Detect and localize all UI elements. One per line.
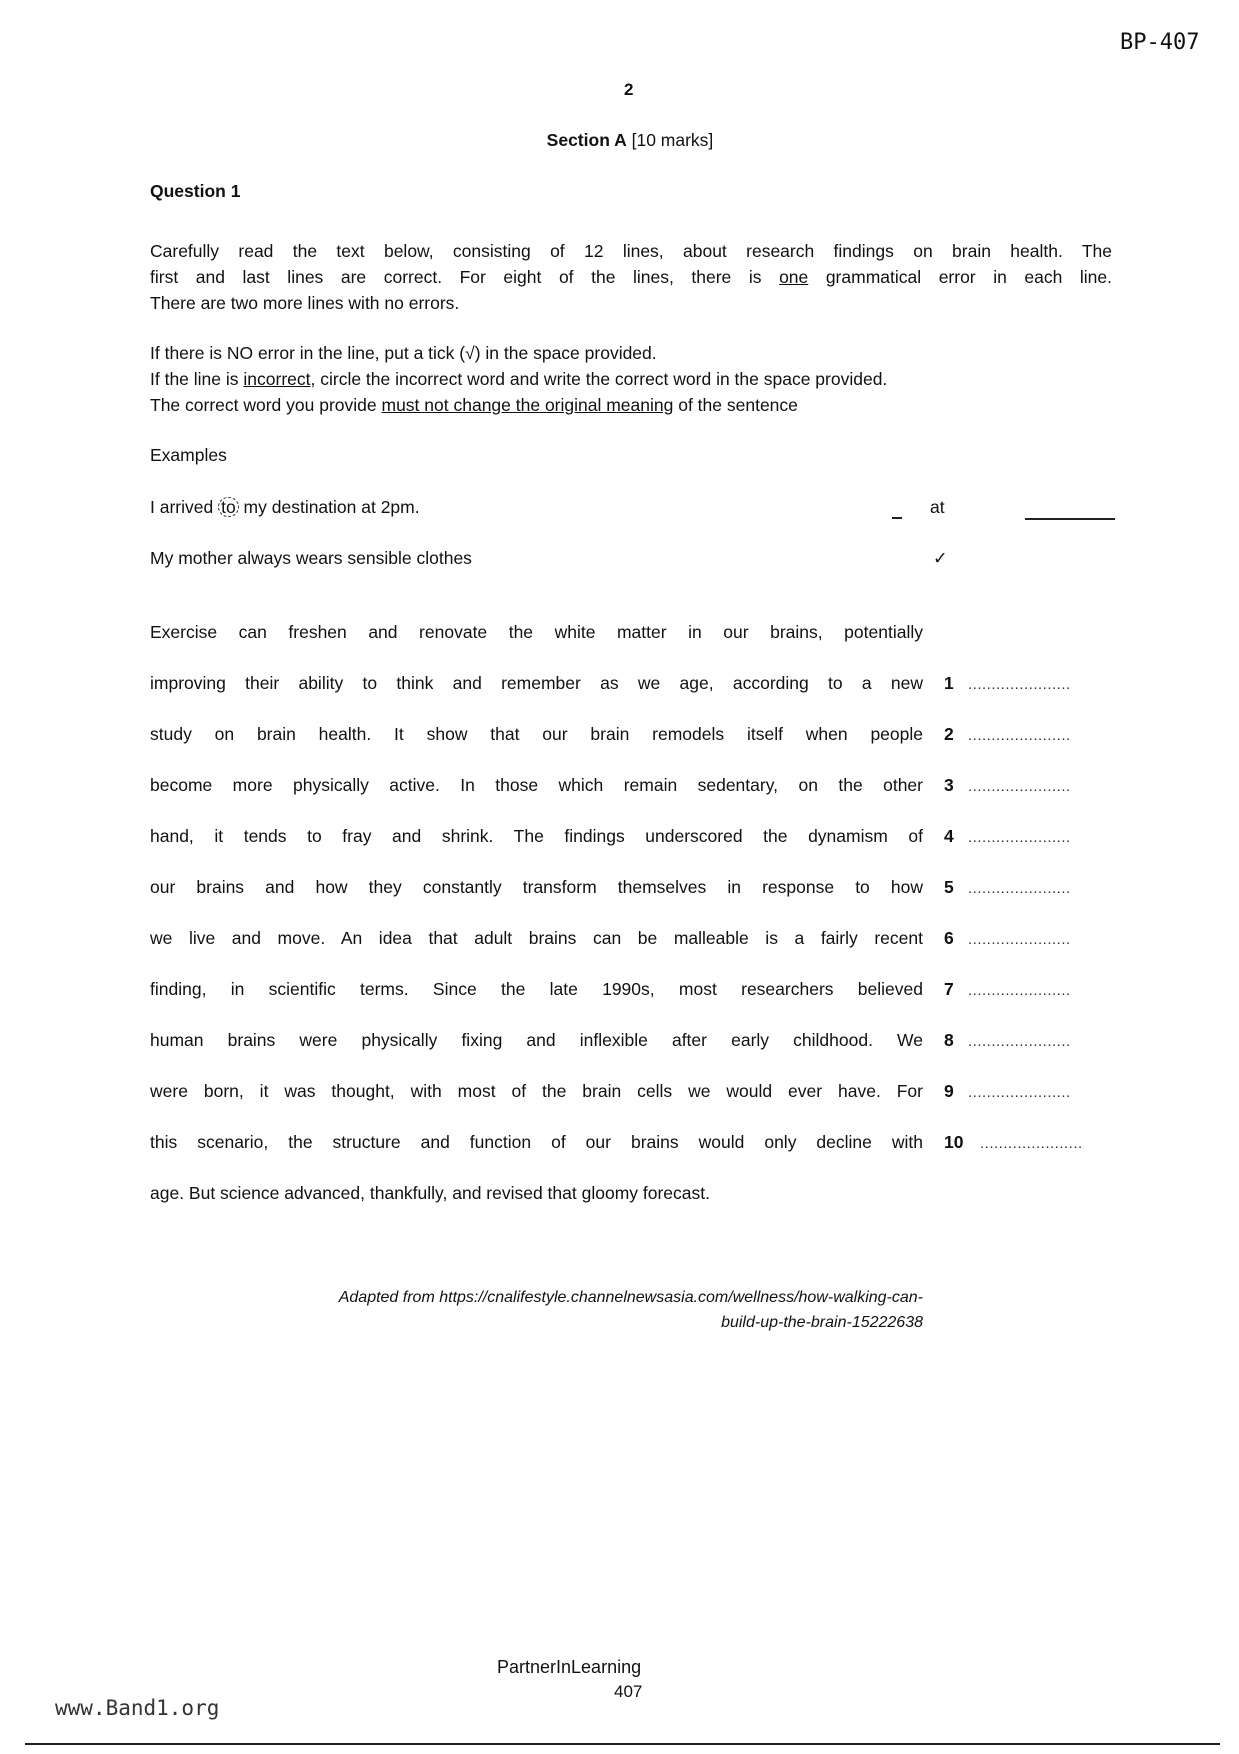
- passage-line: hand, it tends to fray and shrink. The findings underscored the dynamism of: [150, 826, 923, 846]
- instructions: [150, 340, 1112, 418]
- answer-blank[interactable]: ......................: [968, 1084, 1071, 1101]
- line-number: 4: [944, 826, 954, 846]
- line-number: 8: [944, 1030, 954, 1050]
- example-1-answer: at: [930, 497, 945, 517]
- question-intro: [150, 238, 1112, 316]
- passage-line: human brains were physically fixing and inflexible after early childhood. We: [150, 1030, 923, 1050]
- passage-line: Exercise can freshen and renovate the white matter in our brains, potentially: [150, 622, 923, 642]
- examples-label: Examples: [150, 445, 227, 465]
- circled-word: to: [218, 497, 239, 517]
- answer-blank[interactable]: ......................: [980, 1135, 1083, 1152]
- answer-blank[interactable]: ......................: [968, 727, 1071, 744]
- citation-line-1: Adapted from https://cnalifestyle.channelnewsasia.com/wellness/how-walking-can-: [338, 1289, 923, 1306]
- passage-line: study on brain health. It show that our brain remodels itself when people: [150, 724, 923, 744]
- line-number: 5: [944, 877, 954, 897]
- footer-number: 407: [614, 1682, 643, 1701]
- answer-blank[interactable]: ......................: [968, 1033, 1071, 1050]
- answer-blank[interactable]: ......................: [968, 778, 1071, 795]
- website-watermark: www.Band1.org: [55, 1696, 220, 1720]
- line-number: 1: [944, 673, 954, 693]
- dash-mark: [892, 517, 902, 519]
- passage-line: this scenario, the structure and function of our brains would only decline with: [150, 1132, 923, 1152]
- instruction-3: The correct word you provide must not change the original meaning of the sentence: [150, 395, 798, 415]
- citation-line-2: build-up-the-brain-15222638: [721, 1314, 923, 1331]
- answer-blank[interactable]: ......................: [968, 676, 1071, 693]
- example-1: I arrived to my destination at 2pm.: [150, 497, 420, 517]
- passage-line: become more physically active. In those which remain sedentary, on the other: [150, 775, 923, 795]
- passage-line: finding, in scientific terms. Since the late 1990s, most researchers believed: [150, 979, 923, 999]
- bottom-rule: [25, 1743, 1220, 1745]
- line-number: 7: [944, 979, 954, 999]
- line-number: 9: [944, 1081, 954, 1101]
- answer-underline: [1025, 518, 1115, 520]
- page-number: 2: [624, 80, 634, 99]
- question-title: Question 1: [150, 181, 241, 201]
- section-marks: [10 marks]: [631, 130, 714, 150]
- example-2: My mother always wears sensible clothes: [150, 548, 472, 568]
- answer-blank[interactable]: ......................: [968, 931, 1071, 948]
- intro-line-1: Carefully read the text below, consisting of 12 lines, about research findings on brain health. The: [150, 241, 1112, 261]
- intro-line-3: There are two more lines with no errors.: [150, 293, 460, 313]
- tick-icon: ✓: [933, 548, 948, 568]
- instruction-2: If the line is incorrect, circle the incorrect word and write the correct word in the space provided.: [150, 369, 888, 389]
- intro-line-2: first and last lines are correct. For eight of the lines, there is one grammatical error in each line.: [150, 267, 1112, 287]
- section-title: Section A: [546, 130, 627, 150]
- answer-blank[interactable]: ......................: [968, 880, 1071, 897]
- line-number: 3: [944, 775, 954, 795]
- passage-line: age. But science advanced, thankfully, and revised that gloomy forecast.: [150, 1183, 710, 1203]
- answer-blank[interactable]: ......................: [968, 982, 1071, 999]
- line-number: 10: [944, 1132, 964, 1152]
- answer-blank[interactable]: ......................: [968, 829, 1071, 846]
- passage-line: we live and move. An idea that adult brains can be malleable is a fairly recent: [150, 928, 923, 948]
- passage-line: our brains and how they constantly transform themselves in response to how: [150, 877, 923, 897]
- citation: [150, 1285, 923, 1335]
- line-number: 6: [944, 928, 954, 948]
- instruction-1: If there is NO error in the line, put a tick (√) in the space provided.: [150, 343, 657, 363]
- section-heading: [0, 130, 1239, 151]
- footer-org: PartnerInLearning: [497, 1657, 642, 1677]
- document-code: BP-407: [1120, 30, 1200, 55]
- line-number: 2: [944, 724, 954, 744]
- passage-line: improving their ability to think and remember as we age, according to a new: [150, 673, 923, 693]
- passage-line: were born, it was thought, with most of the brain cells we would ever have. For: [150, 1081, 923, 1101]
